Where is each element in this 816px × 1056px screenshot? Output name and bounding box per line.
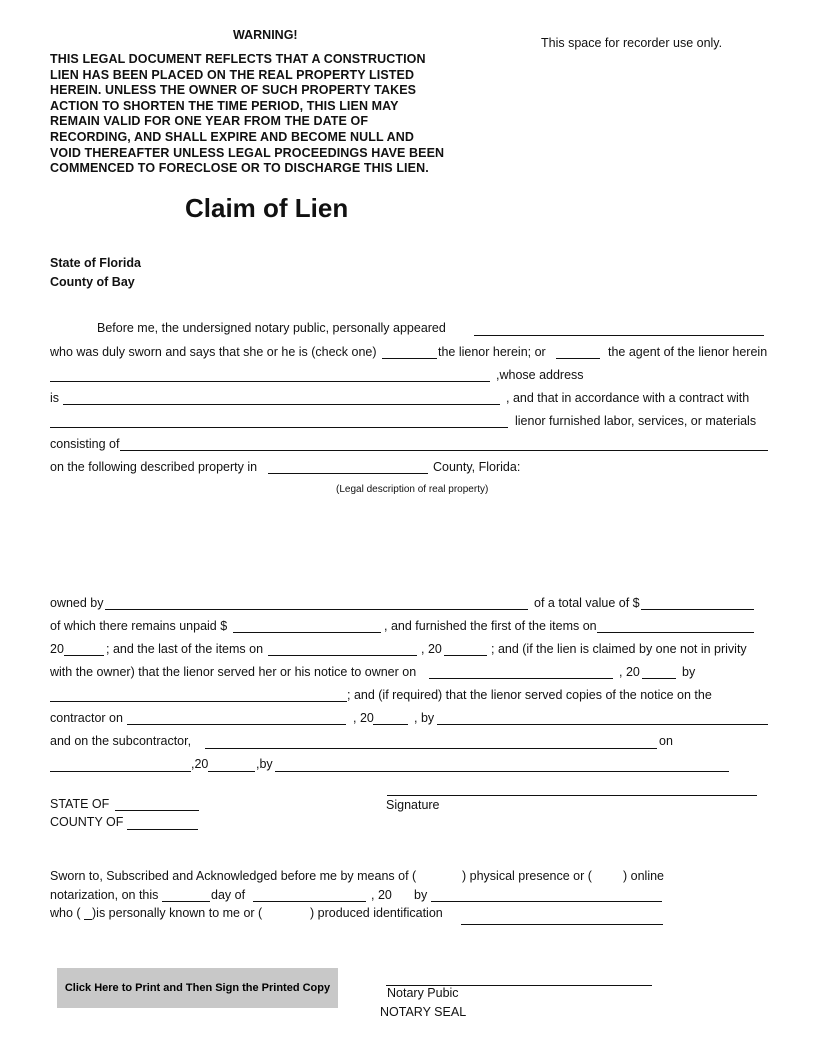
notice-method-field[interactable] [50, 701, 347, 702]
county-of-field[interactable] [127, 829, 198, 830]
notice-year-field[interactable] [642, 678, 676, 679]
produced-id-check[interactable] [268, 904, 308, 921]
county-of-label: COUNTY OF [50, 815, 124, 829]
warning-line: COMMENCED TO FORECLOSE OR TO DISCHARGE THIS LIEN. [50, 161, 429, 176]
body-text: is [50, 391, 60, 405]
body-text: of a total value of $ [534, 596, 640, 610]
body-text: consisting of [50, 437, 120, 451]
personally-known-check[interactable] [84, 919, 92, 920]
materials-field[interactable] [120, 450, 768, 451]
subcontractor-date-field[interactable] [50, 771, 191, 772]
notary-text: day of [211, 888, 246, 902]
signature-label: Signature [386, 798, 440, 812]
contractor-year-field[interactable] [373, 724, 408, 725]
body-text: contractor on [50, 711, 123, 725]
total-value-field[interactable] [641, 609, 754, 610]
body-text: the agent of the lienor herein [608, 345, 768, 359]
notary-day-field[interactable] [162, 901, 210, 902]
last-items-date-field[interactable] [268, 655, 417, 656]
body-text: 20 [50, 642, 64, 656]
warning-line: LIEN HAS BEEN PLACED ON THE REAL PROPERTY LISTED [50, 67, 415, 82]
state-of-field[interactable] [115, 810, 199, 811]
notary-text: Sworn to, Subscribed and Acknowledged before me by means of ( [50, 869, 417, 883]
page-title: Claim of Lien [185, 193, 349, 223]
notary-text: )is personally known to me or ( [92, 906, 263, 920]
signature-line[interactable] [387, 795, 757, 796]
first-items-year-field[interactable] [64, 655, 104, 656]
warning-line: VOID THEREAFTER UNLESS LEGAL PROCEEDINGS HAVE BEEN [50, 145, 445, 160]
body-text: on the following described property in [50, 460, 258, 474]
body-text: who was duly sworn and says that she or he is (check one) [50, 345, 377, 359]
body-text: by [682, 665, 696, 679]
last-items-year-field[interactable] [444, 655, 487, 656]
notary-text: ) online [623, 869, 664, 883]
body-text: , 20 [619, 665, 640, 679]
state-of-label: STATE OF [50, 797, 110, 811]
county-name-field[interactable] [268, 473, 428, 474]
body-text: Before me, the undersigned notary public, personally appeared [97, 321, 446, 335]
physical-presence-check[interactable] [424, 867, 460, 884]
legal-description-field[interactable] [50, 500, 770, 590]
notice-date-field[interactable] [429, 678, 613, 679]
body-text: , by [414, 711, 435, 725]
notary-by-field[interactable] [431, 901, 662, 902]
subcontractor-year-field[interactable] [208, 771, 255, 772]
subcontractor-method-field[interactable] [275, 771, 729, 772]
appeared-name-field[interactable] [474, 335, 764, 336]
warning-line: ACTION TO SHORTEN THE TIME PERIOD, THIS LIEN MAY [50, 98, 399, 113]
notary-seal-label: NOTARY SEAL [380, 1005, 467, 1019]
body-text: the lienor herein; or [438, 345, 546, 359]
owner-field[interactable] [105, 609, 528, 610]
contract-party-field[interactable] [50, 427, 508, 428]
body-text: lienor furnished labor, services, or materials [515, 414, 757, 428]
lienor-name-field[interactable] [50, 381, 490, 382]
county-label: County of Bay [50, 275, 135, 289]
unpaid-amount-field[interactable] [233, 632, 381, 633]
body-text: ,whose address [496, 368, 584, 382]
body-text: on [659, 734, 673, 748]
warning-line: HEREIN. UNLESS THE OWNER OF SUCH PROPERTY TAKES [50, 83, 417, 98]
body-text: ; and (if the lien is claimed by one not in privity [491, 642, 747, 656]
body-text: , and that in accordance with a contract with [506, 391, 750, 405]
body-text: ; and (if required) that the lienor served copies of the notice on the [347, 688, 712, 702]
notary-month-field[interactable] [253, 901, 366, 902]
body-text: , 20 [421, 642, 442, 656]
body-text: , and furnished the first of the items on [384, 619, 597, 633]
subcontractor-field[interactable] [205, 748, 657, 749]
print-button[interactable]: Click Here to Print and Then Sign the Printed Copy [57, 968, 338, 1008]
notary-text: by [414, 888, 428, 902]
body-text: County, Florida: [433, 460, 521, 474]
warning-line: THIS LEGAL DOCUMENT REFLECTS THAT A CONSTRUCTION [50, 52, 426, 66]
body-text: ,20 [191, 757, 209, 771]
contractor-date-field[interactable] [127, 724, 346, 725]
body-text: owned by [50, 596, 104, 610]
body-text: ; and the last of the items on [106, 642, 264, 656]
legal-description-note: (Legal description of real property) [336, 484, 489, 495]
notary-text: ) physical presence or ( [462, 869, 592, 883]
contractor-method-field[interactable] [437, 724, 768, 725]
notary-text: notarization, on this [50, 888, 159, 902]
state-label: State of Florida [50, 256, 141, 270]
notary-text: who ( [50, 906, 81, 920]
warning-line: RECORDING, AND SHALL EXPIRE AND BECOME NULL AND [50, 129, 414, 144]
first-items-date-field[interactable] [597, 632, 754, 633]
notary-text: , 20 [371, 888, 392, 902]
body-text: and on the subcontractor, [50, 734, 192, 748]
body-text: ,by [256, 757, 273, 771]
identification-field[interactable] [461, 924, 663, 925]
recorder-note: This space for recorder use only. [541, 36, 723, 50]
agent-check-field[interactable] [556, 358, 600, 359]
notary-text: ) produced identification [310, 906, 443, 920]
lienor-check-field[interactable] [382, 358, 437, 359]
address-field[interactable] [63, 404, 500, 405]
warning-line: REMAIN VALID FOR ONE YEAR FROM THE DATE OF [50, 114, 369, 129]
body-text: , 20 [353, 711, 374, 725]
warning-heading: WARNING! [233, 28, 298, 42]
notary-label: Notary Pubic [387, 986, 459, 1000]
body-text: of which there remains unpaid $ [50, 619, 228, 633]
body-text: with the owner) that the lienor served her or his notice to owner on [50, 665, 417, 679]
warning-text [50, 52, 470, 177]
online-notarization-check[interactable] [597, 867, 621, 884]
